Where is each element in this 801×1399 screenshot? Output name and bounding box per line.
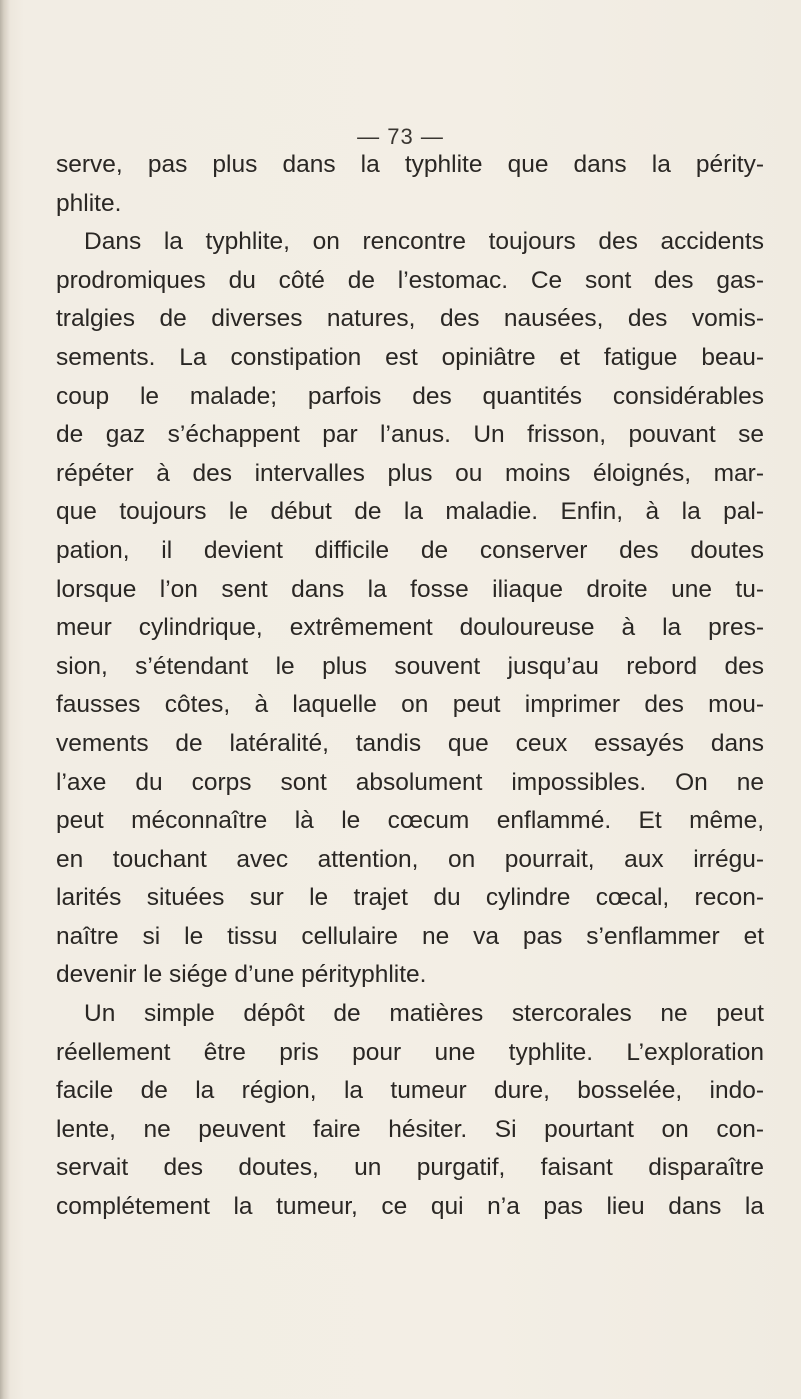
text-line: sion, s’étendant le plus souvent jusqu’au rebord des [56,652,764,680]
text-line: vements de latéralité, tandis que ceux essayés dans [56,729,764,757]
text-line: tralgies de diverses natures, des nausées, des vomis- [56,305,764,333]
paragraph [56,146,764,223]
text-line: réellement être pris pour une typhlite. L’exploration [56,1038,764,1066]
body-text [56,146,764,1227]
text-line: larités situées sur le trajet du cylindre cœcal, recon- [56,884,764,912]
text-line: peut méconnaître là le cœcum enflammé. Et même, [56,807,764,835]
text-line: prodromiques du côté de l’estomac. Ce sont des gas- [56,266,764,294]
text-line: serve, pas plus dans la typhlite que dans la périty- [56,151,764,178]
text-line: devenir le siége d’une pérityphlite. [56,961,427,989]
text-line: coup le malade; parfois des quantités considérables [56,382,764,410]
paragraph [56,223,764,995]
text-line: de gaz s’échappent par l’anus. Un frisson, pouvant se [56,421,764,449]
text-line: l’axe du corps sont absolument impossibles. On ne [56,768,764,796]
page-number: — 73 — [357,124,444,149]
text-line: Dans la typhlite, on rencontre toujours des accidents [84,228,764,256]
text-line: meur cylindrique, extrêmement douloureuse à la pres- [56,614,764,642]
text-line: fausses côtes, à laquelle on peut imprimer des mou- [56,691,764,719]
page-binding-edge [0,0,10,1399]
text-line: phlite. [56,189,122,217]
text-line: pation, il devient difficile de conserver des doutes [56,536,764,564]
text-line: servait des doutes, un purgatif, faisant disparaître [56,1154,764,1182]
text-line: en touchant avec attention, on pourrait, aux irrégu- [56,845,764,873]
text-line: que toujours le début de la maladie. Enfin, à la pal- [56,498,764,526]
text-line: naître si le tissu cellulaire ne va pas s’enflammer et [56,922,764,950]
text-line: répéter à des intervalles plus ou moins éloignés, mar- [56,459,764,487]
text-line: complétement la tumeur, ce qui n’a pas lieu dans la [56,1193,764,1221]
text-line: sements. La constipation est opiniâtre et fatigue beau- [56,343,764,371]
text-line: lorsque l’on sent dans la fosse iliaque droite une tu- [56,575,764,603]
text-line: lente, ne peuvent faire hésiter. Si pourtant on con- [56,1115,764,1143]
text-line: facile de la région, la tumeur dure, bosselée, indo- [56,1077,764,1105]
text-line: Un simple dépôt de matières stercorales ne peut [84,1000,764,1028]
paragraph [56,995,764,1227]
